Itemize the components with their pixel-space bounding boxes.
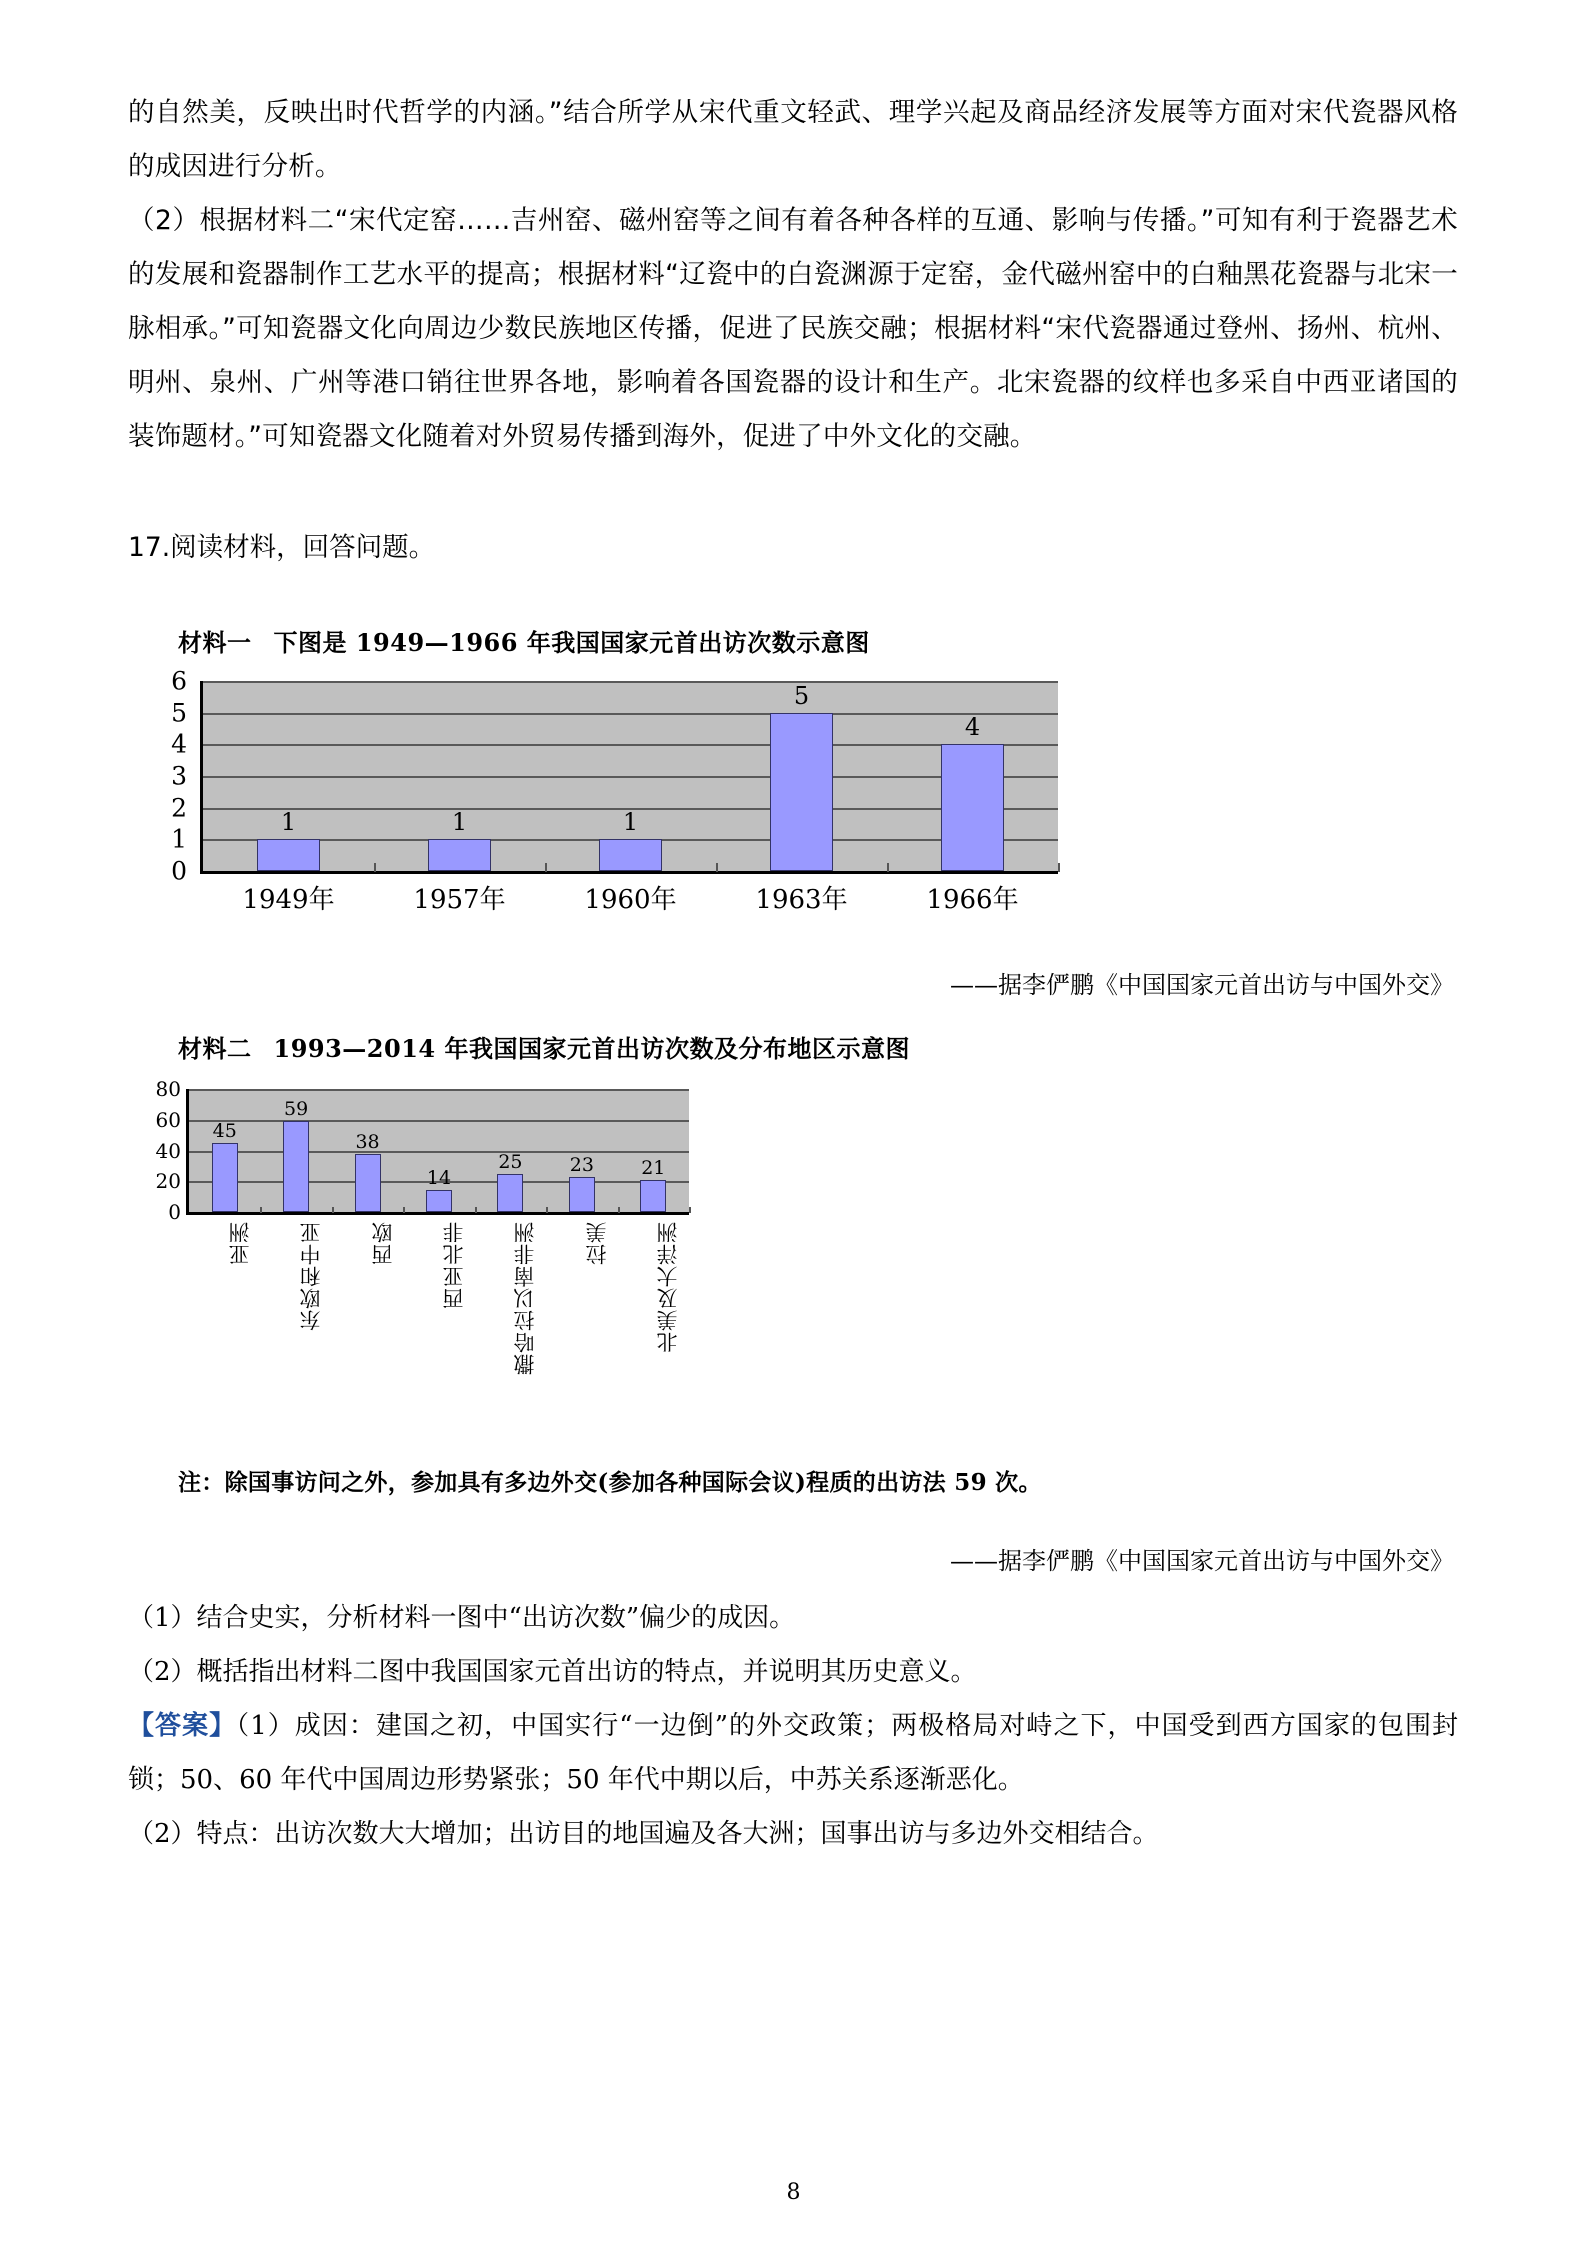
chart-material-two <box>128 1077 1028 1459</box>
bar-value-label: 5 <box>793 681 810 710</box>
bar <box>770 681 833 871</box>
y-axis-tick-label: 20 <box>155 1169 181 1194</box>
x-axis-category-label: 北美及大洋洲 <box>656 1221 681 1353</box>
y-axis-tick-label: 5 <box>171 698 187 728</box>
x-axis-tick <box>887 863 889 872</box>
gridline <box>189 1120 689 1122</box>
answer-tag: 【答案】 <box>128 1711 237 1741</box>
bar <box>355 1130 381 1212</box>
y-axis-tick-label: 60 <box>155 1107 181 1132</box>
gridline <box>203 713 1058 715</box>
x-axis-category-label: 拉美 <box>584 1221 609 1265</box>
bar <box>497 1150 523 1212</box>
y-axis-tick-label: 80 <box>155 1077 181 1101</box>
x-axis-category-label: 1963年 <box>755 885 848 915</box>
material-one-heading <box>128 617 1458 669</box>
x-axis-tick <box>475 1207 477 1213</box>
material-two-citation: ——据李俨鹏《中国国家元首出访与中国外交》 <box>950 1547 1454 1575</box>
bar <box>426 1167 452 1212</box>
x-axis-tick <box>618 1207 620 1213</box>
body-paragraph-2: （2）根据材料二“宋代定窑……吉州窑、磁州窑等之间有着各种各样的互通、影响与传播。”可知有利于瓷器艺术的发展和瓷器制作工艺水平的提高；根据材料“辽瓷中的白瓷渊源于定窑，金代磁州窑中的白釉黑花瓷器与北宋一脉相承。”可知瓷器文化向周边少数民族地区传播，促进了民族交融；根据材料“宋代瓷器通过登州、扬州、杭州、明州、泉州、广州等港口销往世界各地，影响着各国瓷器的设计和生产。北宋瓷器的纹样也多采自中西亚诸国的装饰题材。”可知瓷器文化随着对外贸易传播到海外，促进了中外文化的交融。 <box>128 205 1458 452</box>
x-axis-tick <box>716 863 718 872</box>
answer-part-1 <box>128 1699 1458 1807</box>
y-axis-tick-label: 0 <box>171 856 187 886</box>
x-axis-category-label: 亚洲 <box>227 1221 252 1265</box>
material-one-title: 下图是 1949—1966 年我国国家元首出访次数示意图 <box>273 628 870 657</box>
material-two-title: 1993—2014 年我国国家元首出访次数及分布地区示意图 <box>273 1034 910 1063</box>
bar <box>569 1153 595 1212</box>
x-axis-tick <box>689 1207 691 1213</box>
x-axis-tick <box>546 1207 548 1213</box>
bar-value-label: 1 <box>280 808 297 837</box>
y-axis-tick-label: 3 <box>171 761 187 791</box>
x-axis-category-label: 1957年 <box>413 885 506 915</box>
bar-value-label: 23 <box>569 1153 594 1176</box>
question-17-prompt <box>128 521 1458 575</box>
x-axis-tick <box>332 1207 334 1213</box>
gridline <box>203 681 1058 683</box>
y-axis-tick-label: 2 <box>171 793 187 823</box>
bar-value-label: 14 <box>426 1167 452 1190</box>
material-two-note: 注：除国事访问之外，参加具有多边外交(参加各种国际会议)程质的出访法 59 次。 <box>178 1469 1042 1496</box>
answer-part-1-text: （1）成因：建国之初，中国实行“一边倒”的外交政策；两极格局对峙之下，中国受到西方国家的包围封锁；50、60 年代中国周边形势紧张；50 年代中期以后，中苏关系逐渐恶化。 <box>128 1711 1458 1795</box>
bar <box>257 808 320 871</box>
y-axis-tick-label: 0 <box>168 1200 181 1224</box>
y-axis-tick-label: 40 <box>155 1138 181 1163</box>
bar <box>599 808 662 871</box>
bar-value-label: 25 <box>498 1150 523 1173</box>
x-axis-tick <box>260 1207 262 1213</box>
sub-question-1: （1）结合史实，分析材料一图中“出访次数”偏少的成因。 <box>128 1603 796 1633</box>
material-one-label: 材料一 <box>178 628 252 657</box>
bar-value-label: 4 <box>964 713 981 742</box>
bar-value-label: 21 <box>641 1156 666 1179</box>
bar <box>640 1156 666 1212</box>
x-axis-tick <box>545 863 547 872</box>
gridline <box>203 776 1058 778</box>
sub-question-2: （2）概括指出材料二图中我国国家元首出访的特点，并说明其历史意义。 <box>128 1657 977 1687</box>
x-axis-category-label: 撒哈拉以南非洲 <box>513 1221 538 1375</box>
bar-value-label: 1 <box>622 808 639 837</box>
bar <box>283 1098 309 1212</box>
page-number: 8 <box>786 2180 801 2205</box>
bar-value-label: 38 <box>355 1130 380 1153</box>
gridline <box>203 744 1058 746</box>
bar <box>212 1119 238 1212</box>
x-axis-category-label: 1960年 <box>584 885 677 915</box>
material-two-heading <box>128 1023 1458 1075</box>
x-axis-category-label: 西欧 <box>370 1221 395 1265</box>
question-prompt-text: 阅读材料，回答问题。 <box>170 531 436 563</box>
chart-material-one <box>128 666 1140 931</box>
x-axis-category-label: 1966年 <box>926 885 1019 915</box>
x-axis-category-label: 西亚北非 <box>442 1221 466 1309</box>
x-axis-tick <box>374 863 376 872</box>
gridline <box>189 1151 689 1153</box>
bar-value-label: 45 <box>212 1119 237 1142</box>
bar-value-label: 1 <box>451 808 468 837</box>
bar <box>428 808 491 871</box>
gridline <box>189 1089 689 1091</box>
y-axis-tick-label: 4 <box>171 729 187 759</box>
bar-value-label: 59 <box>284 1098 309 1121</box>
x-axis-tick <box>1058 863 1060 872</box>
body-paragraph-1: 的自然美，反映出时代哲学的内涵。”结合所学从宋代重文轻武、理学兴起及商品经济发展等方面对宋代瓷器风格的成因进行分析。 <box>128 97 1458 182</box>
chart-1-plot-area <box>171 666 1058 915</box>
question-number: 17. <box>128 531 171 563</box>
x-axis-category-label: 东欧和中亚 <box>299 1221 324 1331</box>
chart-2-plot-area <box>155 1077 689 1375</box>
page-content <box>128 86 1458 1861</box>
material-one-citation: ——据李俨鹏《中国国家元首出访与中国外交》 <box>950 971 1454 999</box>
x-axis-tick <box>403 1207 405 1213</box>
y-axis-tick-label: 1 <box>171 824 187 854</box>
bar <box>941 713 1004 871</box>
material-two-label: 材料二 <box>178 1034 252 1063</box>
answer-part-2: （2）特点：出访次数大大增加；出访目的地国遍及各大洲；国事出访与多边外交相结合。 <box>128 1819 1159 1849</box>
x-axis-category-label: 1949年 <box>242 885 335 915</box>
y-axis-tick-label: 6 <box>171 666 187 696</box>
